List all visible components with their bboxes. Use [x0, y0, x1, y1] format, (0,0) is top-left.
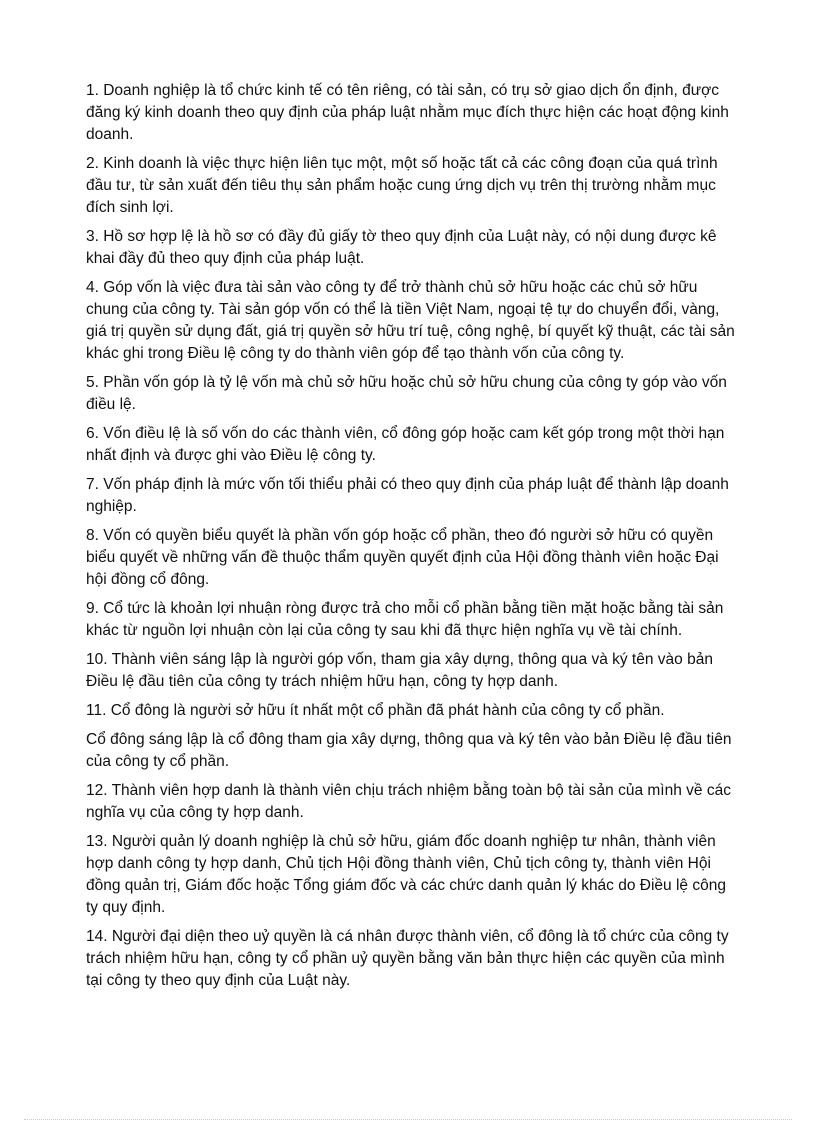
paragraph-8: 8. Vốn có quyền biểu quyết là phần vốn góp hoặc cổ phần, theo đó người sở hữu có quyền biểu quyết về những vấn đề thuộc thẩm quyền quyết định của Hội đồng thành viên hoặc Đại hội đồng cổ đông. [86, 527, 719, 588]
paragraph-4: 4. Góp vốn là việc đưa tài sản vào công ty để trở thành chủ sở hữu hoặc các chủ sở hữu chung của công ty. Tài sản góp vốn có thể là tiền Việt Nam, ngoại tệ tự do chuyển đổi, vàng, giá trị quyền sử dụng đất, giá trị quyền sở hữu trí tuệ, công nghệ, bí quyết kỹ thuật, các tài sản khác ghi trong Điều lệ công ty do thành viên góp để tạo thành vốn của công ty. [86, 279, 735, 362]
paragraph-2: 2. Kinh doanh là việc thực hiện liên tục một, một số hoặc tất cả các công đoạn của quá trình đầu tư, từ sản xuất đến tiêu thụ sản phẩm hoặc cung ứng dịch vụ trên thị trường nhằm mục đích sinh lợi. [86, 155, 718, 216]
paragraph-7: 7. Vốn pháp định là mức vốn tối thiểu phải có theo quy định của pháp luật để thành lập doanh nghiệp. [86, 476, 729, 515]
page-bottom-divider [24, 1119, 792, 1120]
paragraph-1: 1. Doanh nghiệp là tổ chức kinh tế có tên riêng, có tài sản, có trụ sở giao dịch ổn định, được đăng ký kinh doanh theo quy định của pháp luật nhằm mục đích thực hiện các hoạt động kinh doanh. [86, 82, 729, 143]
paragraph-10: 10. Thành viên sáng lập là người góp vốn, tham gia xây dựng, thông qua và ký tên vào bản Điều lệ đầu tiên của công ty trách nhiệm hữu hạn, công ty hợp danh. [86, 651, 713, 690]
paragraph-3: 3. Hồ sơ hợp lệ là hồ sơ có đầy đủ giấy tờ theo quy định của Luật này, có nội dung được kê khai đầy đủ theo quy định của pháp luật. [86, 228, 717, 267]
paragraph-14: 14. Người đại diện theo uỷ quyền là cá nhân được thành viên, cổ đông là tổ chức của công ty trách nhiệm hữu hạn, công ty cổ phần uỷ quyền bằng văn bản thực hiện các quyền của mình tại công ty theo quy định của Luật này. [86, 928, 729, 989]
paragraph-13: 13. Người quản lý doanh nghiệp là chủ sở hữu, giám đốc doanh nghiệp tư nhân, thành viên hợp danh công ty hợp danh, Chủ tịch Hội đồng thành viên, Chủ tịch công ty, thành viên Hội đồng quản trị, Giám đốc hoặc Tổng giám đốc và các chức danh quản lý khác do Điều lệ công ty quy định. [86, 833, 726, 916]
paragraph-6: 6. Vốn điều lệ là số vốn do các thành viên, cổ đông góp hoặc cam kết góp trong một thời hạn nhất định và được ghi vào Điều lệ công ty. [86, 425, 725, 464]
paragraph-12: 12. Thành viên hợp danh là thành viên chịu trách nhiệm bằng toàn bộ tài sản của mình về các nghĩa vụ của công ty hợp danh. [86, 782, 731, 821]
document-body [86, 80, 742, 999]
paragraph-5: 5. Phần vốn góp là tỷ lệ vốn mà chủ sở hữu hoặc chủ sở hữu chung của công ty góp vào vốn điều lệ. [86, 374, 727, 413]
paragraph-11: 11. Cổ đông là người sở hữu ít nhất một cổ phần đã phát hành của công ty cổ phần. [86, 702, 665, 719]
paragraph-11-sub: Cổ đông sáng lập là cổ đông tham gia xây dựng, thông qua và ký tên vào bản Điều lệ đầu tiên của công ty cổ phần. [86, 731, 732, 770]
paragraph-9: 9. Cổ tức là khoản lợi nhuận ròng được trả cho mỗi cổ phần bằng tiền mặt hoặc bằng tài sản khác từ nguồn lợi nhuận còn lại của công ty sau khi đã thực hiện nghĩa vụ về tài chính. [86, 600, 724, 639]
